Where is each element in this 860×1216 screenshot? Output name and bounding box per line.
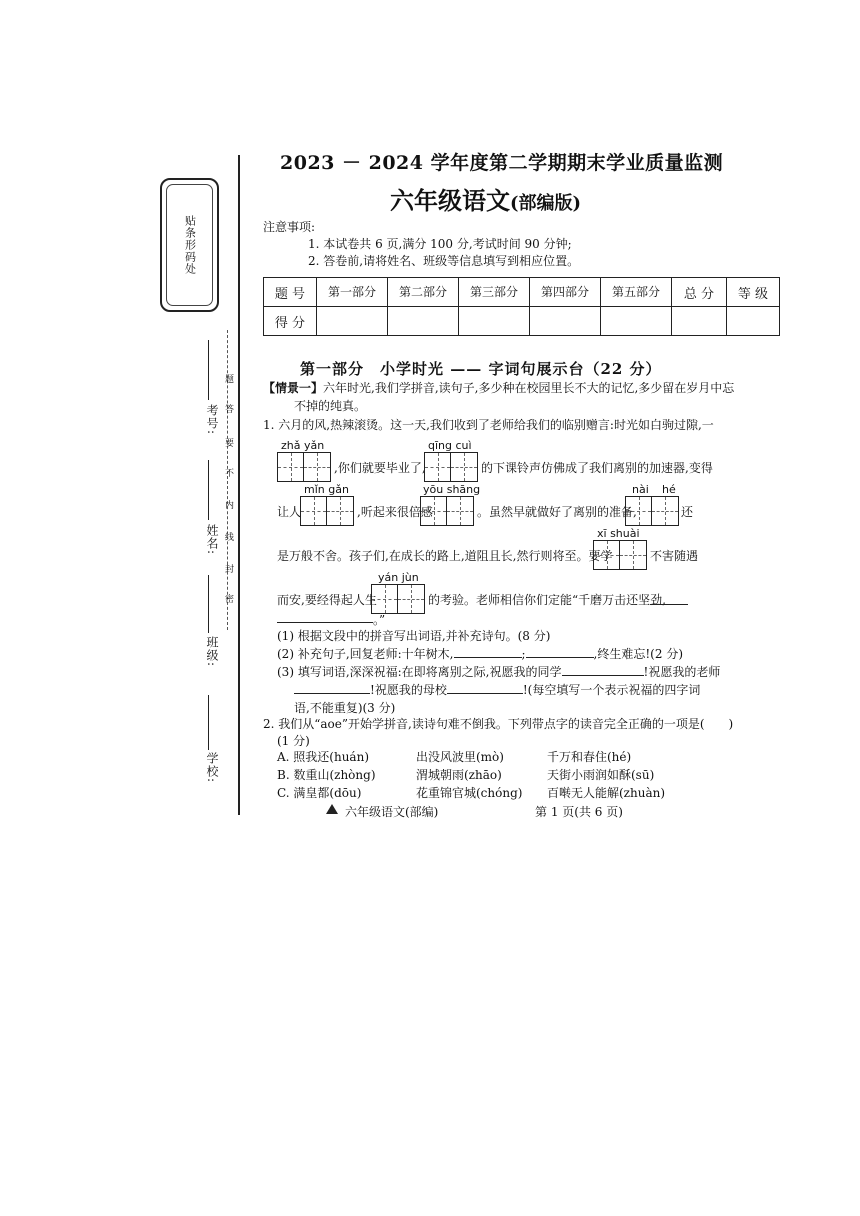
scene-label: 【情景一】 xyxy=(263,381,324,395)
school-label: 学校: xyxy=(205,752,219,784)
footer-page: 第 1 页(共 6 页) xyxy=(535,805,623,819)
passage-text: 还 xyxy=(681,505,694,519)
option-a: 千万和春住(hé) xyxy=(547,750,632,764)
answer-blank[interactable] xyxy=(447,693,523,694)
sub-question-text: (3) 填写词语,深深祝福:在即将离别之际,祝愿我的同学 xyxy=(277,665,562,679)
subject-name: 六年级语文 xyxy=(390,186,510,215)
passage-text: 而安,要经得起人生 xyxy=(277,593,377,607)
question-2-text: 2. 我们从“aoe”开始学拼音,读诗句难不倒我。下列带点字的读音完全正确的一项是( ) xyxy=(263,717,734,731)
edition-label: (部编版) xyxy=(510,193,582,214)
poem-blank[interactable] xyxy=(650,604,688,605)
score-input[interactable] xyxy=(727,307,780,336)
passage-text: 的考验。老师相信你们定能“千磨万击还坚劲, xyxy=(428,593,666,607)
seal-char: 内 xyxy=(223,500,233,510)
passage-text: ,听起来很倍感 xyxy=(357,505,433,519)
school-field[interactable] xyxy=(208,695,209,750)
table-cell: 第五部分 xyxy=(601,278,672,307)
char-grid[interactable] xyxy=(424,452,478,482)
passage-text: 的下课铃声仿佛成了我们离别的加速器,变得 xyxy=(481,461,713,475)
sub-question-text: ; xyxy=(521,647,526,661)
seal-char: 要 xyxy=(223,438,233,448)
pinyin-label: nài xyxy=(632,483,649,496)
table-cell: 题 号 xyxy=(264,278,317,307)
binding-line xyxy=(238,155,240,815)
answer-blank[interactable] xyxy=(562,675,644,676)
triangle-logo-icon xyxy=(326,804,338,814)
passage-text: ,你们就要毕业了, xyxy=(334,461,426,475)
seal-char: 密 xyxy=(223,594,233,604)
sub-question xyxy=(294,682,700,698)
sub-question-text: ,终生难忘!(2 分) xyxy=(593,647,683,661)
answer-blank[interactable] xyxy=(526,657,594,658)
option-a: 出没风波里(mò) xyxy=(416,750,504,764)
class-label: 班级: xyxy=(205,636,219,668)
option-b: 渭城朝雨(zhāo) xyxy=(416,768,502,782)
scene-paragraph xyxy=(263,380,734,396)
char-grid[interactable] xyxy=(625,496,679,526)
table-cell: 得 分 xyxy=(264,307,317,336)
notes-item: 2. 答卷前,请将姓名、班级等信息填写到相应位置。 xyxy=(308,254,580,268)
question-2-points: (1 分) xyxy=(277,734,310,748)
exam-no-field[interactable] xyxy=(208,340,209,400)
notes-heading: 注意事项: xyxy=(263,220,316,234)
table-cell: 第一部分 xyxy=(317,278,388,307)
name-label: 姓名: xyxy=(205,524,219,556)
name-field[interactable] xyxy=(208,460,209,520)
score-input[interactable] xyxy=(601,307,672,336)
option-c[interactable]: C. 满皇都(dōu) xyxy=(277,786,362,800)
table-cell: 第三部分 xyxy=(459,278,530,307)
class-field[interactable] xyxy=(208,575,209,633)
table-row xyxy=(264,278,780,307)
sub-question-text: (2) 补充句子,回复老师:十年树木, xyxy=(277,647,454,661)
score-input[interactable] xyxy=(388,307,459,336)
score-input[interactable] xyxy=(317,307,388,336)
option-b: 天街小雨润如酥(sū) xyxy=(547,768,655,782)
scene-text: 六年时光,我们学拼音,读句子,多少种在校园里长不大的记忆,多少留在岁月中忘 xyxy=(323,381,735,395)
passage-text: 。虽然早就做好了离别的准备, xyxy=(477,505,637,519)
sub-question xyxy=(277,664,720,680)
sub-question: (1) 根据文段中的拼音写出词语,并补充诗句。(8 分) xyxy=(277,629,551,643)
table-cell: 等 级 xyxy=(727,278,780,307)
barcode-area xyxy=(160,178,219,312)
scene-text: 不掉的纯真。 xyxy=(294,399,367,413)
char-grid[interactable] xyxy=(300,496,354,526)
pinyin-label: yōu shāng xyxy=(423,483,481,496)
sub-question-text: !祝愿我的老师 xyxy=(643,665,721,679)
question-1-text: 1. 六月的风,热辣滚烫。这一天,我们收到了老师给我们的临别赠言:时光如白驹过隙,一 xyxy=(263,418,714,432)
pinyin-label: hé xyxy=(662,483,676,496)
exam-no-label: 考号: xyxy=(205,404,219,436)
pinyin-label: yán jùn xyxy=(378,571,419,584)
sub-question xyxy=(277,646,683,662)
answer-blank[interactable] xyxy=(454,657,522,658)
exam-title: 2023 － 2024 学年度第二学期期末学业质量监测 xyxy=(280,152,724,174)
pinyin-label: mǐn gǎn xyxy=(304,483,349,496)
passage-text: 让人 xyxy=(277,505,302,519)
seal-char: 线 xyxy=(223,532,233,542)
section-title: 第一部分 小学时光 —— 字词句展示台（22 分） xyxy=(300,360,662,378)
answer-blank[interactable] xyxy=(294,693,370,694)
option-b[interactable]: B. 数重山(zhòng) xyxy=(277,768,376,782)
poem-blank[interactable] xyxy=(277,622,373,623)
table-cell: 第二部分 xyxy=(388,278,459,307)
pinyin-label: zhǎ yǎn xyxy=(281,439,325,452)
option-c: 花重锦官城(chóng) xyxy=(416,786,523,800)
option-a[interactable]: A. 照我还(huán) xyxy=(277,750,369,764)
barcode-label: 贴条形码处 xyxy=(183,215,197,275)
table-cell: 第四部分 xyxy=(530,278,601,307)
pinyin-label: qīng cuì xyxy=(428,439,472,452)
char-grid[interactable] xyxy=(371,584,425,614)
score-input[interactable] xyxy=(530,307,601,336)
score-input[interactable] xyxy=(459,307,530,336)
sub-question: 语,不能重复)(3 分) xyxy=(294,701,396,715)
sub-question-text: !祝愿我的母校 xyxy=(370,683,447,697)
score-input[interactable] xyxy=(672,307,727,336)
seal-char: 答 xyxy=(223,404,233,414)
seal-char: 题 xyxy=(223,374,233,384)
table-row xyxy=(264,307,780,336)
footer-subject: 六年级语文(部编) xyxy=(345,805,439,819)
seal-char: 不 xyxy=(223,468,233,478)
table-cell: 总 分 xyxy=(672,278,727,307)
notes-item: 1. 本试卷共 6 页,满分 100 分,考试时间 90 分钟; xyxy=(308,237,572,251)
seal-char: 封 xyxy=(223,564,233,574)
pinyin-label: xī shuài xyxy=(597,527,640,540)
char-grid[interactable] xyxy=(593,540,647,570)
passage-text: 。” xyxy=(373,613,386,627)
score-table xyxy=(263,277,780,336)
char-grid[interactable] xyxy=(277,452,331,482)
passage-text: 不害随遇 xyxy=(650,549,699,563)
char-grid[interactable] xyxy=(420,496,474,526)
passage-text: 是万般不舍。孩子们,在成长的路上,道阻且长,然行则将至。要学 xyxy=(277,549,613,563)
sub-question-text: !(每空填写一个表示祝福的四字词 xyxy=(522,683,701,697)
subject-title xyxy=(390,181,581,216)
option-c: 百啭无人能解(zhuàn) xyxy=(547,786,666,800)
